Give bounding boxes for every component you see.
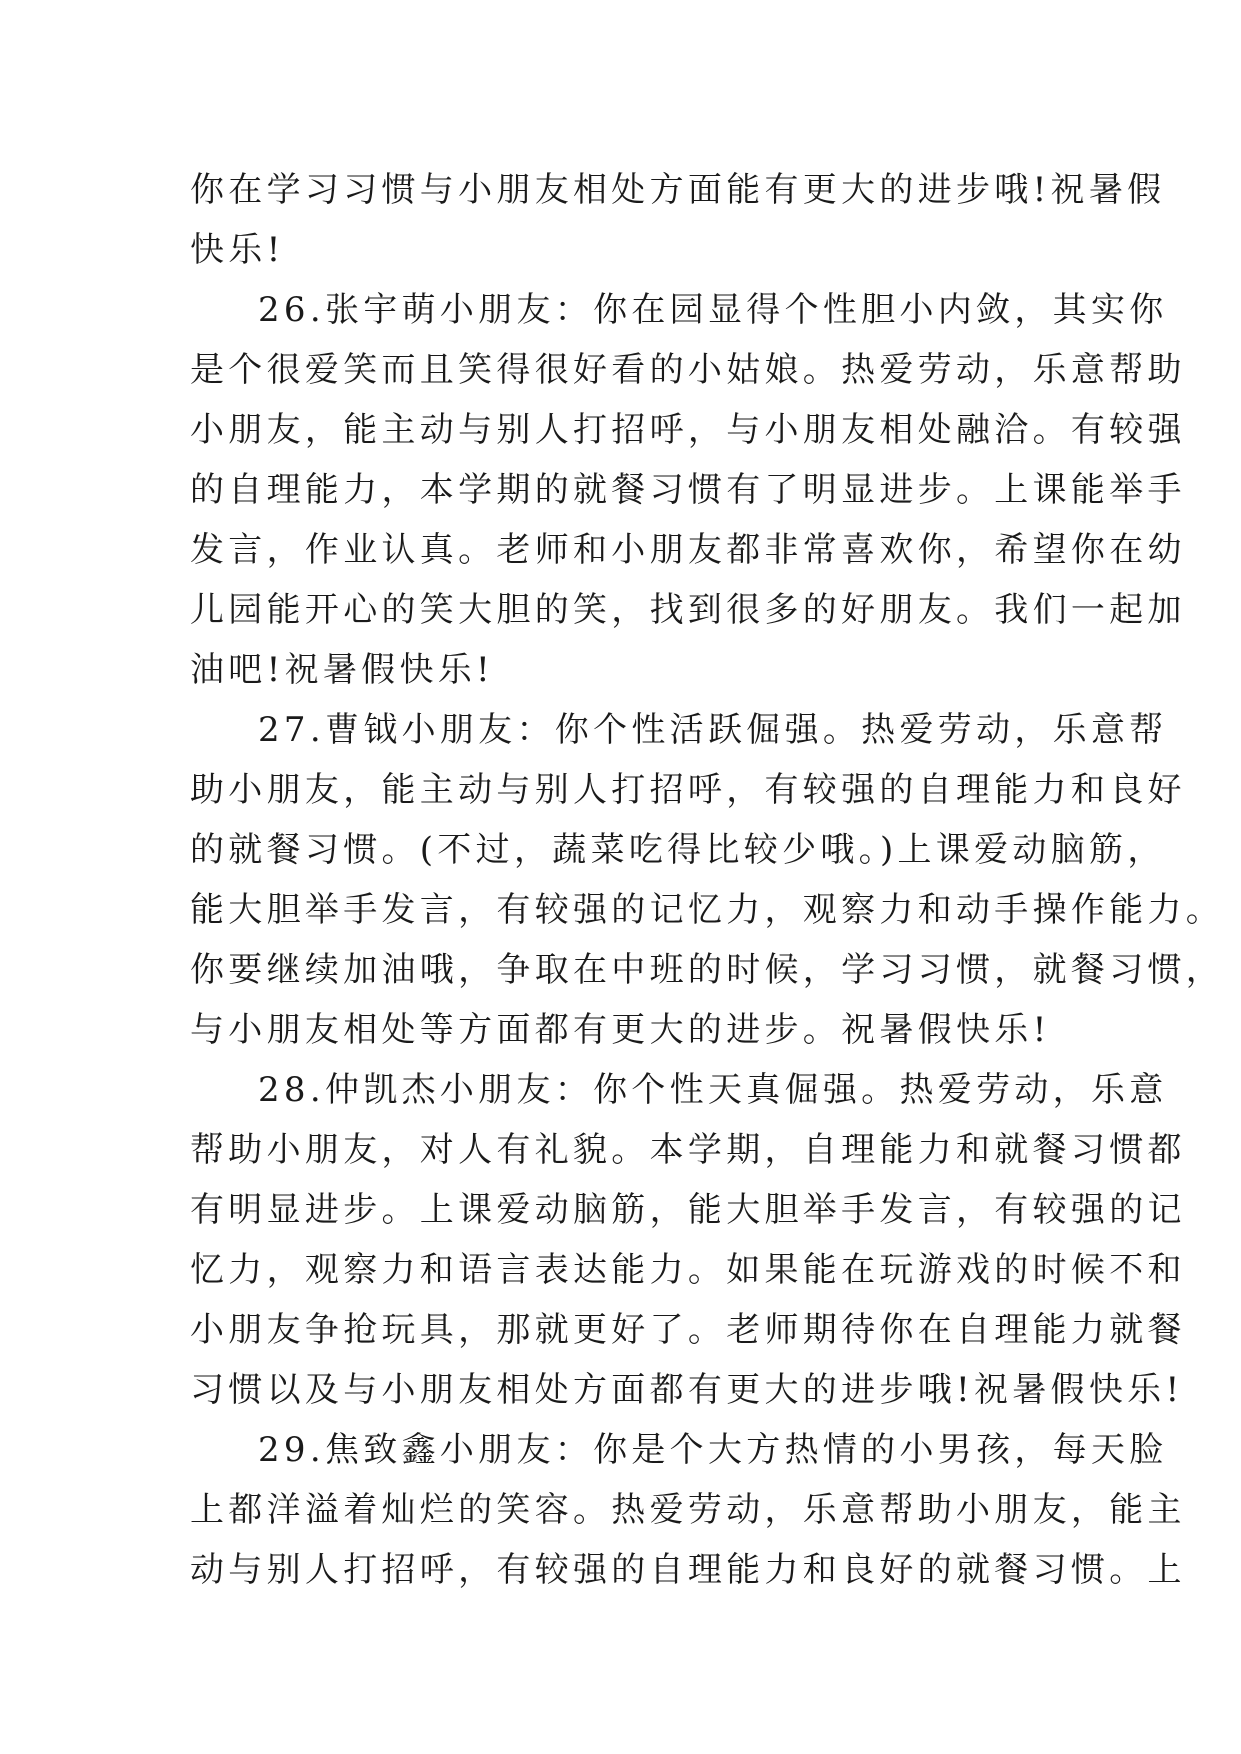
text-line: 小朋友争抢玩具，那就更好了。老师期待你在自理能力就餐: [190, 1310, 1186, 1350]
text-line: 习惯以及与小朋友相处方面都有更大的进步哦!祝暑假快乐!: [190, 1370, 1184, 1410]
text-line: 动与别人打招呼，有较强的自理能力和良好的就餐习惯。上: [190, 1550, 1186, 1590]
text-line: 儿园能开心的笑大胆的笑，找到很多的好朋友。我们一起加: [190, 590, 1186, 630]
text-line: 与小朋友相处等方面都有更大的进步。祝暑假快乐!: [190, 1010, 1051, 1050]
text-line: 油吧!祝暑假快乐!: [190, 650, 495, 690]
paragraph-29-start: 29.焦致鑫小朋友：你是个大方热情的小男孩，每天脸: [258, 1430, 1168, 1470]
text-line: 快乐!: [190, 230, 285, 270]
text-line: 有明显进步。上课爱动脑筋，能大胆举手发言，有较强的记: [190, 1190, 1186, 1230]
body-text: [190, 160, 1225, 1600]
text-line: 你在学习习惯与小朋友相处方面能有更大的进步哦!祝暑假: [190, 170, 1166, 210]
text-line: 你要继续加油哦，争取在中班的时候，学习习惯，就餐习惯，: [190, 950, 1225, 990]
text-line: 发言，作业认真。老师和小朋友都非常喜欢你，希望你在幼: [190, 530, 1186, 570]
paragraph-28-start: 28.仲凯杰小朋友：你个性天真倔强。热爱劳动，乐意: [258, 1070, 1168, 1110]
text-line: 小朋友，能主动与别人打招呼，与小朋友相处融洽。有较强: [190, 410, 1186, 450]
paragraph-26-start: 26.张宇萌小朋友：你在园显得个性胆小内敛，其实你: [258, 290, 1168, 330]
text-line: 上都洋溢着灿烂的笑容。热爱劳动，乐意帮助小朋友，能主: [190, 1490, 1186, 1530]
text-line: 忆力，观察力和语言表达能力。如果能在玩游戏的时候不和: [190, 1250, 1186, 1290]
text-line: 助小朋友，能主动与别人打招呼，有较强的自理能力和良好: [190, 770, 1186, 810]
paragraph-27-start: 27.曹钺小朋友：你个性活跃倔强。热爱劳动，乐意帮: [258, 710, 1168, 750]
text-line: 的就餐习惯。(不过，蔬菜吃得比较少哦。)上课爱动脑筋，: [190, 830, 1166, 870]
text-line: 帮助小朋友，对人有礼貌。本学期，自理能力和就餐习惯都: [190, 1130, 1186, 1170]
text-line: 能大胆举手发言，有较强的记忆力，观察力和动手操作能力。: [190, 890, 1225, 930]
text-line: 是个很爱笑而且笑得很好看的小姑娘。热爱劳动，乐意帮助: [190, 350, 1186, 390]
text-line: 的自理能力，本学期的就餐习惯有了明显进步。上课能举手: [190, 470, 1186, 510]
